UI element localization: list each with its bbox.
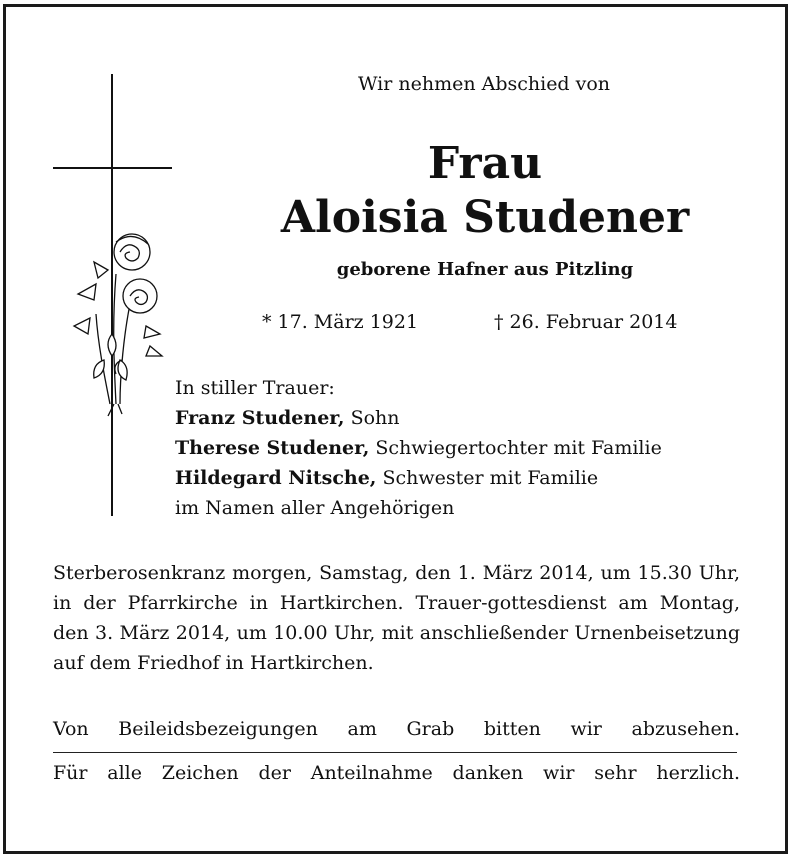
deceased-name: Aloisia Studener <box>280 192 690 243</box>
mourners-heading: In stiller Trauer: <box>175 377 335 399</box>
mourner-relation: Schwiegertochter mit Familie <box>369 437 662 459</box>
cross-with-roses-icon <box>50 74 180 519</box>
mourners-list <box>175 373 662 523</box>
mourners-closing: im Namen aller Angehörigen <box>175 497 455 519</box>
mourner-line <box>175 403 662 433</box>
mourner-line <box>175 433 662 463</box>
maiden-name: geborene Hafner aus Pitzling <box>336 259 634 280</box>
death-date: † 26. Februar 2014 <box>494 311 678 333</box>
condolences-paragraph: Von Beileidsbezeigungen am Grab bitten wir abzusehen. <box>53 718 740 740</box>
service-paragraph: Sterberosenkranz morgen, Samstag, den 1. März 2014, um 15.30 Uhr, in der Pfarrkirche in Hartkirchen. Trauer-gottesdienst am Montag, den 3. März 2014, um 10.00 Uhr, mit anschließender Urnenbeisetzung auf dem Friedhof in Hartkirchen. <box>53 562 740 674</box>
mourner-line <box>175 463 662 493</box>
thanks-paragraph: Für alle Zeichen der Anteilnahme danken wir sehr herzlich. <box>53 762 740 784</box>
roses-icon <box>74 234 162 416</box>
intro-text: Wir nehmen Abschied von <box>357 73 611 95</box>
mourner-relation: Schwester mit Familie <box>376 467 599 489</box>
mourner-relation: Sohn <box>344 407 400 429</box>
mourner-name: Therese Studener, <box>175 437 370 459</box>
birth-date: * 17. März 1921 <box>262 311 419 333</box>
mourner-name: Franz Studener, <box>175 407 345 429</box>
divider <box>53 752 737 753</box>
salutation: Frau <box>427 138 543 189</box>
mourner-name: Hildegard Nitsche, <box>175 467 377 489</box>
